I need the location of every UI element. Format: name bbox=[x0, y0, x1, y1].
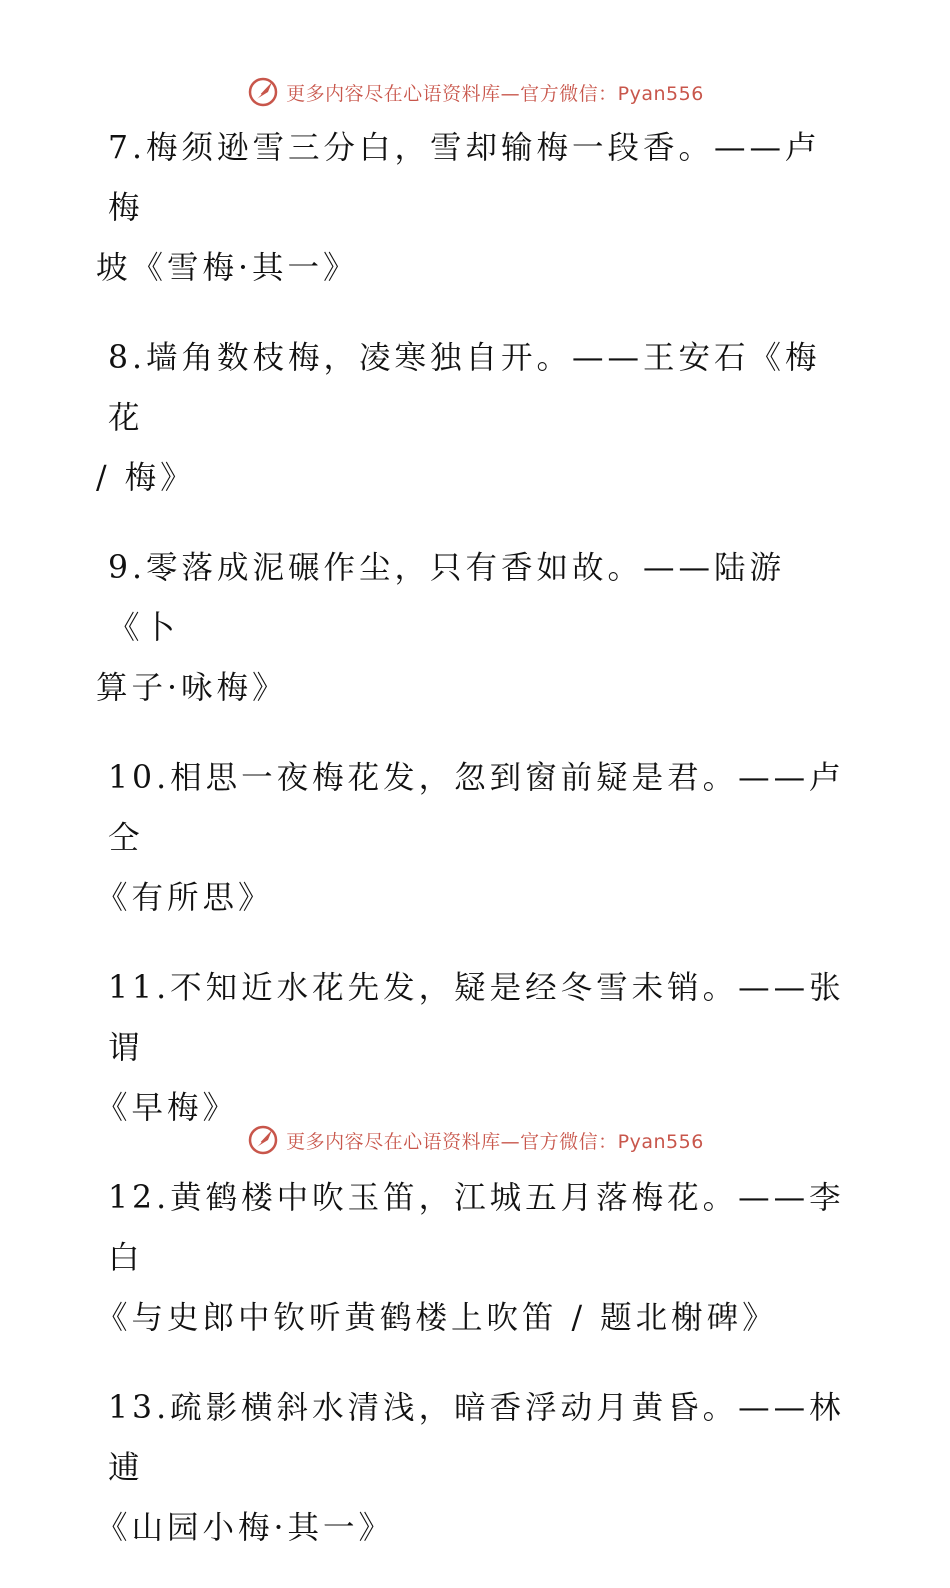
poem-line: 《有所思》 bbox=[96, 880, 274, 916]
poem-list bbox=[96, 118, 856, 1588]
header-banner bbox=[0, 72, 950, 112]
poem-line: 9.零落成泥碾作尘，只有香如故。——陆游《卜 bbox=[108, 550, 786, 646]
feather-pen-circle-icon bbox=[246, 1123, 280, 1157]
poem-item bbox=[96, 958, 856, 1138]
poem-line: 《山园小梅·其一》 bbox=[96, 1510, 395, 1546]
poem-item bbox=[96, 118, 856, 298]
poem-item bbox=[96, 1378, 856, 1558]
poem-line: 算子·咏梅》 bbox=[96, 670, 288, 706]
poem-line: 13.疏影横斜水清浅，暗香浮动月黄昏。——林逋 bbox=[108, 1390, 845, 1486]
poem-line: 12.黄鹤楼中吹玉笛，江城五月落梅花。——李白 bbox=[108, 1180, 845, 1276]
poem-line: 坡《雪梅·其一》 bbox=[96, 250, 359, 286]
poem-item bbox=[96, 1168, 856, 1348]
poem-line: 7.梅须逊雪三分白，雪却输梅一段香。——卢梅 bbox=[108, 130, 821, 226]
poem-line: 11.不知近水花先发，疑是经冬雪未销。——张谓 bbox=[108, 970, 845, 1066]
poem-line: 《与史郎中钦听黄鹤楼上吹笛 / 题北榭碑》 bbox=[96, 1300, 778, 1336]
poem-item bbox=[96, 328, 856, 508]
header-banner-text: 更多内容尽在心语资料库—官方微信：Pyan556 bbox=[286, 82, 704, 105]
poem-line: 8.墙角数枝梅，凌寒独自开。——王安石《梅花 bbox=[108, 340, 821, 436]
footer-banner-text: 更多内容尽在心语资料库—官方微信：Pyan556 bbox=[286, 1130, 704, 1153]
feather-pen-circle-icon bbox=[246, 75, 280, 109]
poem-line: 10.相思一夜梅花发，忽到窗前疑是君。——卢仝 bbox=[108, 760, 845, 856]
poem-item bbox=[96, 748, 856, 928]
poem-item bbox=[96, 538, 856, 718]
poem-line: / 梅》 bbox=[96, 460, 196, 496]
footer-banner bbox=[0, 1120, 950, 1160]
poem-line: 《早梅》 bbox=[96, 1090, 239, 1126]
